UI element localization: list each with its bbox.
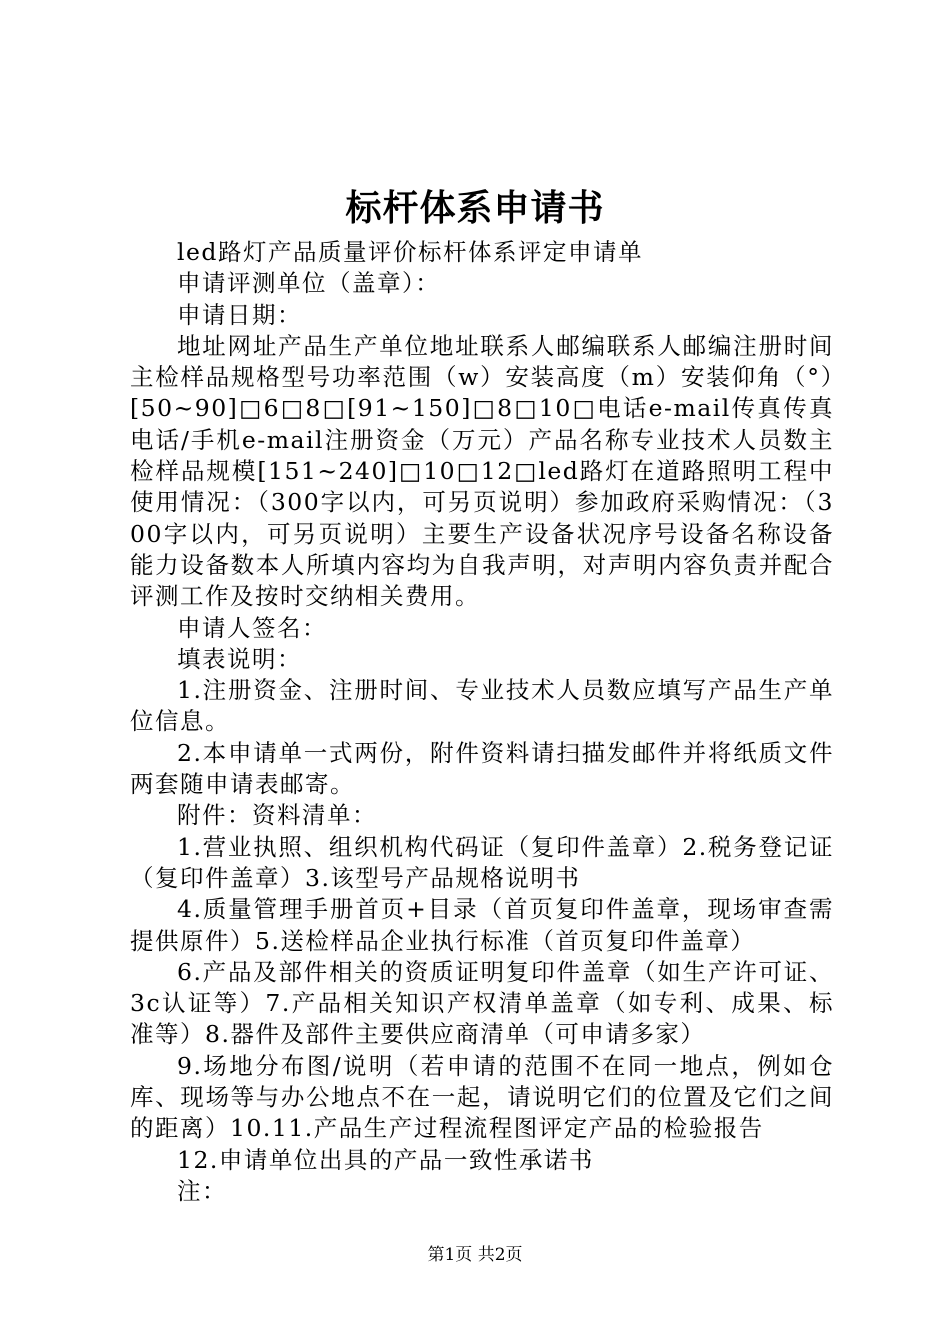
paragraph-instruction-1: 1.注册资金、注册时间、专业技术人员数应填写产品生产单位信息。 <box>130 676 834 736</box>
document-body <box>130 237 834 1207</box>
paragraph-form-fields: 地址网址产品生产单位地址联系人邮编联系人邮编注册时间主检样品规格型号功率范围（w）安装高度（m）安装仰角（°）[50~90]□6□8□[91~150]□8□10□电话e-mail传真传真电话/手机e-mail注册资金（万元）产品名称专业技术人员数主检样品规模[151~240]□10□12□led路灯在道路照明工程中使用情况：（300字以内，可另页说明）参加政府采购情况：（300字以内，可另页说明）主要生产设备状况序号设备名称设备能力设备数本人所填内容均为自我声明，对声明内容负责并配合评测工作及按时交纳相关费用。 <box>130 331 834 611</box>
paragraph-note: 注： <box>177 1176 227 1205</box>
paragraph-form-name: led路灯产品质量评价标杆体系评定申请单 <box>177 238 643 266</box>
paragraph-signature: 申请人签名： <box>177 613 327 642</box>
paragraph-application-date: 申请日期： <box>177 300 302 329</box>
paragraph-attachment-6-8: 6.产品及部件相关的资质证明复印件盖章（如生产许可证、3c认证等）7.产品相关知识产权清单盖章（如专利、成果、标准等）8.器件及部件主要供应商清单（可申请多家） <box>130 957 834 1049</box>
paragraph-attachment-9-11: 9.场地分布图/说明（若申请的范围不在同一地点，例如仓库、现场等与办公地点不在一起，请说明它们的位置及它们之间的距离）10.11.产品生产过程流程图评定产品的检验报告 <box>130 1051 834 1143</box>
paragraph-attachment-1-3: 1.营业执照、组织机构代码证（复印件盖章）2.税务登记证（复印件盖章）3.该型号产品规格说明书 <box>130 832 834 892</box>
paragraph-applicant-unit: 申请评测单位（盖章）： <box>177 269 441 298</box>
document-title: 标杆体系申请书 <box>345 187 605 229</box>
paragraph-instruction-2: 2.本申请单一式两份，附件资料请扫描发邮件并将纸质文件两套随申请表邮寄。 <box>130 738 834 799</box>
paragraph-instructions-heading: 填表说明： <box>177 644 302 673</box>
page-footer: 第1页 共2页 <box>427 1245 523 1265</box>
paragraph-attachment-12: 12.申请单位出具的产品一致性承诺书 <box>177 1145 594 1174</box>
paragraph-attachment-4-5: 4.质量管理手册首页+目录（首页复印件盖章，现场审查需提供原件）5.送检样品企业执行标准（首页复印件盖章） <box>130 895 834 955</box>
paragraph-attachments-heading: 附件：资料清单： <box>177 801 377 830</box>
